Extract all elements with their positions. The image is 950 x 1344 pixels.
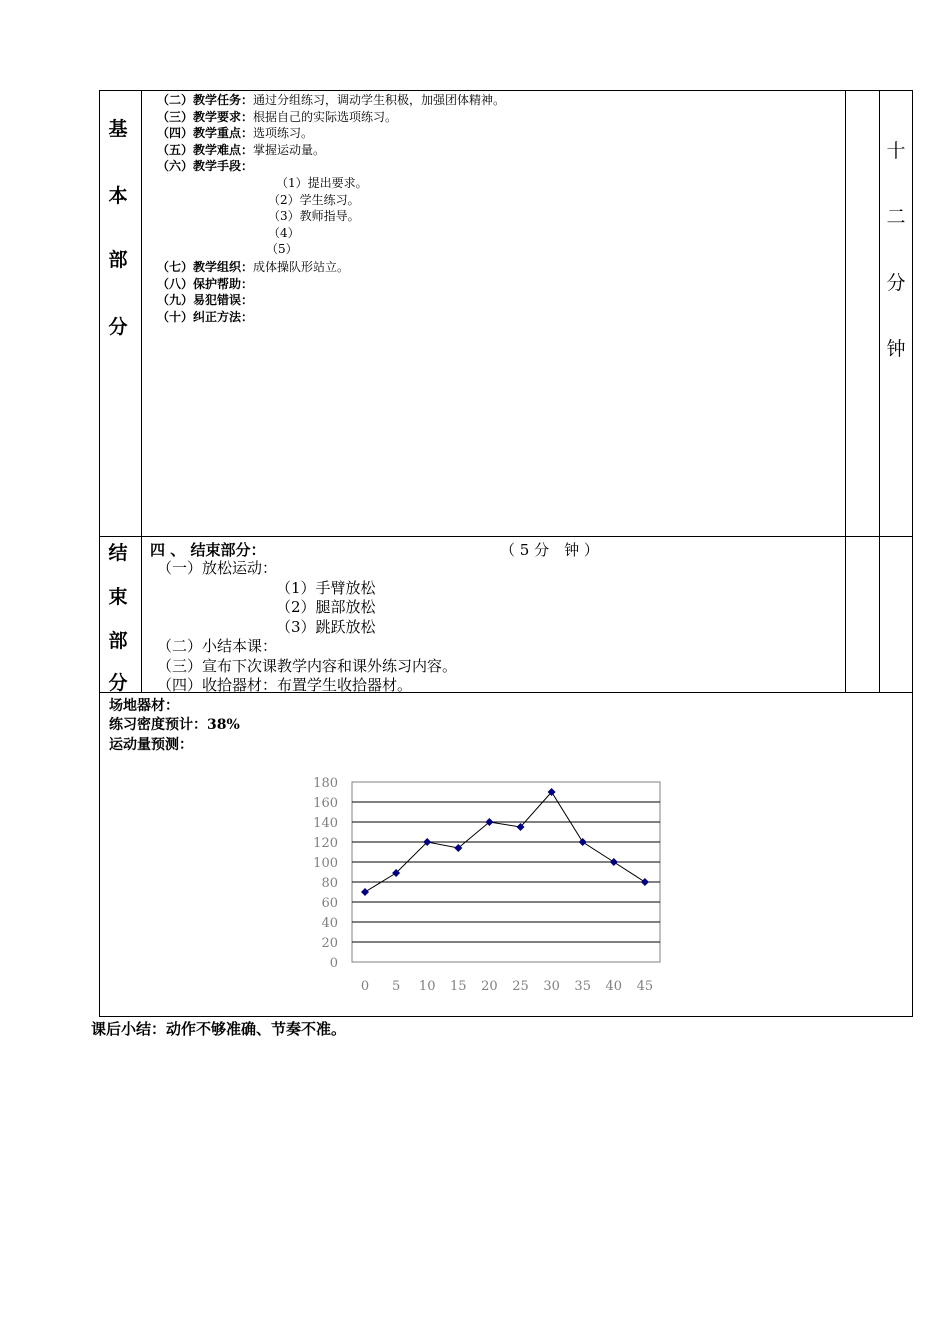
item-title: 教学难点： — [193, 142, 254, 157]
item-title: 教学要求： — [193, 109, 254, 124]
density-value: 38% — [207, 717, 240, 733]
density-label: 练习密度预计： — [109, 717, 207, 733]
end-label-char: 分 — [108, 672, 128, 694]
end-time: （ 5 分 钟 ） — [500, 541, 599, 559]
equipment-label: 场地器材： — [109, 698, 179, 714]
chart-y-tick-label: 140 — [313, 816, 338, 831]
chart-y-tick-label: 160 — [313, 796, 338, 811]
chart-data-point — [579, 838, 587, 846]
method-item: （4） — [268, 225, 300, 240]
method-item: （5） — [266, 242, 298, 256]
basic-label-char: 本 — [108, 185, 128, 207]
end-label-char: 部 — [108, 630, 128, 652]
relax-item: （1）手臂放松 — [276, 578, 376, 597]
item-num: （八） — [157, 276, 194, 291]
chart-data-point — [610, 858, 618, 866]
item-title: 教学组织： — [193, 260, 254, 274]
chart-x-tick-label: 5 — [391, 979, 401, 994]
chart-x-tick-label: 40 — [605, 979, 623, 994]
chart-y-tick-label: 100 — [313, 856, 338, 871]
chart-y-tick-label: 60 — [321, 896, 338, 911]
load-label: 运动量预测： — [109, 737, 193, 753]
chart-data-point — [361, 888, 369, 896]
time-char: 分 — [886, 272, 906, 294]
time-char: 十 — [886, 140, 906, 162]
lesson-summary: 课后小结：动作不够准确、节奏不准。 — [91, 1020, 347, 1038]
basic-label-char: 基 — [108, 118, 128, 140]
end-label-char: 束 — [108, 586, 128, 608]
basic-label-char: 分 — [108, 316, 128, 338]
chart-y-tick-label: 120 — [313, 836, 338, 851]
item-title: 教学重点： — [193, 126, 254, 140]
method-item: （2）学生练习。 — [268, 192, 360, 207]
time-char: 钟 — [886, 338, 906, 360]
relax-item: （3）跳跃放松 — [276, 617, 376, 636]
chart-x-tick-label: 25 — [512, 979, 529, 994]
item-num: （三） — [157, 109, 194, 124]
item-text: 根据自己的实际选项练习。 — [253, 109, 398, 124]
item-num: （六） — [157, 159, 194, 173]
item-title: 纠正方法： — [193, 309, 254, 324]
chart-y-tick-label: 40 — [321, 916, 338, 931]
item-text: 成体操队形站立。 — [253, 260, 350, 274]
item-num: （七） — [157, 260, 194, 274]
chart-x-tick-label: 15 — [450, 979, 467, 994]
item-num: （四） — [157, 126, 194, 140]
end-line: （三）宣布下次课教学内容和课外练习内容。 — [157, 656, 458, 675]
basic-label-char: 部 — [108, 249, 128, 271]
chart-x-tick-label: 30 — [543, 979, 560, 994]
relax-item: （2）腿部放松 — [276, 598, 376, 616]
method-item: （3）教师指导。 — [268, 209, 360, 223]
end-label-char: 结 — [108, 542, 128, 564]
item-title: 易犯错误： — [193, 293, 254, 307]
chart-x-tick-label: 0 — [360, 979, 370, 994]
item-title: 保护帮助： — [193, 276, 254, 291]
relax-heading: （一）放松运动： — [157, 559, 278, 577]
chart-y-tick-label: 0 — [329, 956, 338, 971]
chart-x-tick-label: 45 — [636, 979, 654, 994]
item-num: （二） — [157, 93, 194, 107]
item-text: 选项练习。 — [253, 126, 314, 140]
item-title: 教学任务： — [193, 93, 254, 107]
item-text: 通过分组练习，调动学生积极，加强团体精神。 — [253, 93, 506, 107]
chart-y-ticks — [313, 776, 338, 971]
chart-data-point — [641, 878, 649, 886]
chart-x-tick-label: 35 — [574, 979, 591, 994]
chart-x-tick-label: 10 — [418, 979, 436, 994]
method-item: （1）提出要求。 — [276, 176, 368, 190]
chart-x-ticks — [361, 979, 653, 994]
item-num: （九） — [157, 293, 194, 307]
end-line: （四）收拾器材：布置学生收拾器材。 — [157, 676, 413, 694]
end-heading: 四 、 结束部分： — [150, 541, 266, 559]
chart-y-tick-label: 180 — [313, 776, 338, 791]
item-num: （五） — [157, 142, 194, 157]
chart-y-tick-label: 80 — [321, 876, 338, 891]
time-char: 二 — [886, 206, 906, 228]
end-line: （二）小结本课： — [157, 637, 278, 655]
item-title: 教学手段： — [193, 159, 254, 173]
chart-x-tick-label: 20 — [481, 979, 498, 994]
item-text: 掌握运动量。 — [253, 142, 326, 157]
chart-y-tick-label: 20 — [321, 936, 338, 951]
item-num: （十） — [157, 309, 194, 324]
